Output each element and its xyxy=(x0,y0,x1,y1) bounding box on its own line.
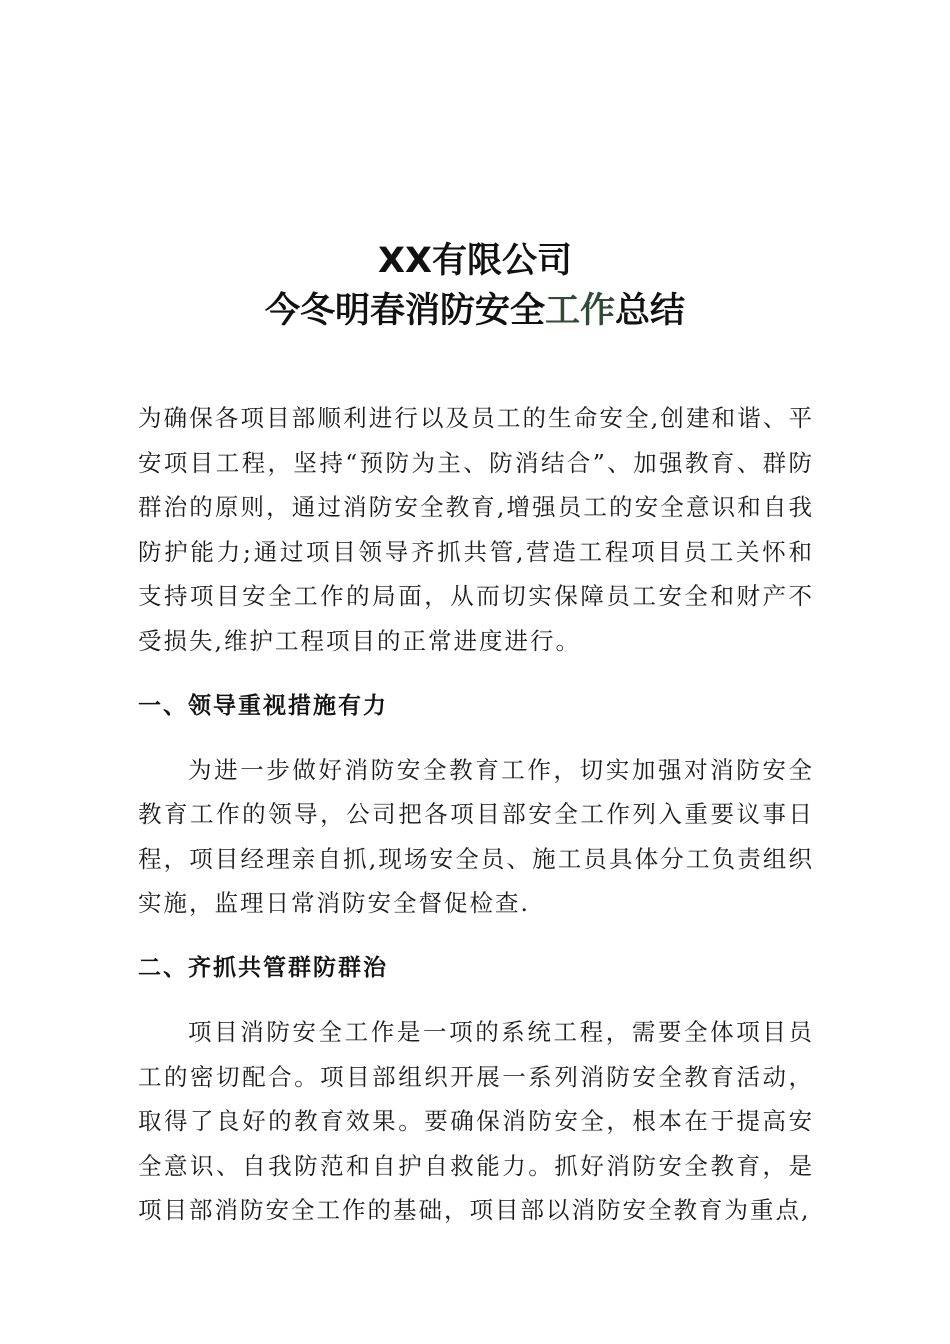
title-line-subject xyxy=(0,286,950,336)
section-heading-1: 一、领导重视措施有力 xyxy=(138,692,388,719)
intro-paragraph: 为确保各项目部顺利进行以及员工的生命安全,创建和谐、平安项目工程，坚持“预防为主、防消结合”、加强教育、群防群治的原则，通过消防安全教育,增强员工的安全意识和自我防护能力;通过项目领导齐抓共管,营造工程项目员工关怀和支持项目安全工作的局面，从而切实保障员工安全和财产不受损失,维护工程项目的正常进度进行。 xyxy=(138,404,814,655)
title-subject-main: 今冬明春消防安全 xyxy=(264,291,545,331)
section-paragraph-1: 为进一步做好消防安全教育工作，切实加强对消防安全教育工作的领导，公司把各项目部安全工作列入重要议事日程，项目经理亲自抓,现场安全员、施工员具体分工负责组织实施，监理日常消防安全督促检查. xyxy=(138,755,814,918)
document-body xyxy=(138,396,814,1233)
title-line-company: XX有限公司 xyxy=(378,241,572,281)
title-subject-accent: 工作 xyxy=(544,291,615,331)
section-heading-2: 二、齐抓共管群防群治 xyxy=(138,954,388,981)
title-subject-tail: 总结 xyxy=(615,291,686,331)
section-paragraph-2: 项目消防安全工作是一项的系统工程，需要全体项目员工的密切配合。项目部组织开展一系列消防安全教育活动，取得了良好的教育效果。要确保消防安全，根本在于提高安全意识、自我防范和自护自救能力。抓好消防安全教育，是项目部消防安全工作的基础，项目部以消防安全教育为重点, xyxy=(138,1017,814,1225)
document-title xyxy=(0,236,950,336)
